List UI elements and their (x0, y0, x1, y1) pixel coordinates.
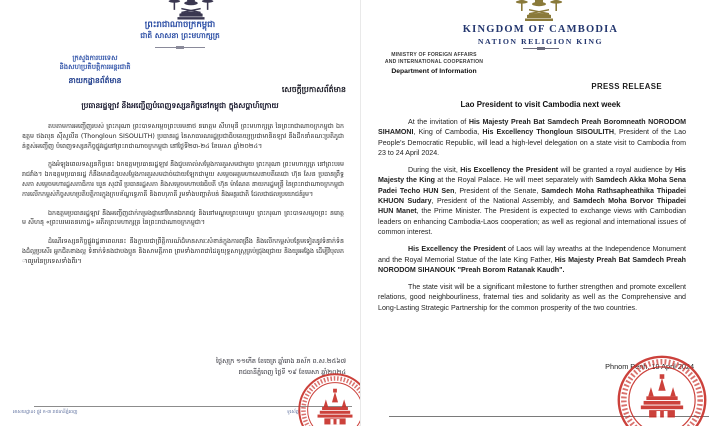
press-release-label: PRESS RELEASE (591, 82, 662, 91)
document-title-khmer: ប្រធានរដ្ឋឡាវ នឹងអញ្ជើញបំពេញទស្សនកិច្ចនៅកម្ពុជា ក្នុងសប្តាហ៍ក្រោយ (81, 101, 279, 110)
paragraph-khmer: ដំណើរទស្សនកិច្ចផ្លូវរដ្ឋនាពេលនេះ នឹងក្លាយជាព្រឹត្តិការណ៍ដ៏មានសារៈសំខាន់ក្នុងការពង្រឹង និងលើកកម្ពស់បន្ថែមទៀតនូវទំនាក់ទំនងដ៏ល្អប្រសើរ អ្នកជិតខាងល្អ ទំនាក់ទំនងជាបងប្អូន និងសាមគ្គីភាព ព្រមទាំងភាពជាដៃគូយុទ្ធសាស្ត្រគ្រប់ជ្រុងជ្រោយ និងយូរអង្វែង ដើម្បីវិបុលភាពរួមនៃប្រទេសទាំងពីរ។ (22, 238, 344, 265)
official-red-seal (616, 354, 708, 426)
gregorian-date-khmer: រាជធានីភ្នំពេញ ថ្ងៃទី ១៩ ខែមេសា ឆ្នាំ២០២៤ (238, 368, 346, 376)
paragraph-milestone: The state visit will be a significant milestone to further strengthen and promote excellent relations, good neighbourliness, fraternal ties and solidarity as well as the Comprehensive and Long-Lasting Strategic Partnership for the common prosperity of the two countries. (378, 283, 686, 312)
nation-religion-king-khmer: ជាតិ សាសនា ព្រះមហាក្សត្រ (140, 31, 220, 40)
ministry-block-khmer (28, 54, 162, 87)
press-release-label-khmer: សេចក្តីប្រកាសព័ត៌មាន (281, 85, 346, 94)
department-name-khmer: នាយកដ្ឋានព័ត៌មាន (68, 76, 122, 85)
header-divider-ornament (155, 47, 205, 50)
ministry-name-line1: MINISTRY OF FOREIGN AFFAIRS (391, 52, 477, 58)
body-text-khmer (22, 122, 344, 276)
kingdom-of-cambodia-heading: KINGDOM OF CAMBODIA (462, 24, 619, 35)
document-title: Lao President to visit Cambodia next week (460, 100, 621, 109)
footer-address-khmer: អាសយដ្ឋាន៖ ផ្លូវ ក-៣ រាជធានីភ្នំពេញ (13, 410, 78, 415)
date-place-line: Phnom Penh, 19 April 2024 (605, 362, 694, 371)
official-red-seal (297, 372, 360, 426)
kingdom-of-cambodia-khmer: ព្រះរាជាណាចក្រកម្ពុជា (144, 20, 216, 30)
nation-religion-king-heading: NATION RELIGION KING (477, 37, 604, 46)
ministry-name-khmer-line2: និងសហប្រតិបត្តិការអន្តរជាតិ (59, 63, 131, 71)
body-text-english (378, 117, 686, 320)
paragraph-invitation: At the invitation of His Majesty Preah Bat Samdech Preah Boromneath NORODOM SIHAMONI, King of Cambodia, His Excellency Thongloun SISOULITH, President of the Lao People's Democratic Republic, will lead a high-level delegation on a state visit to Cambodia from 23 to 24 April 2024. (378, 118, 686, 157)
paragraph-khmer: តបតាមការអញ្ជើញរបស់ ព្រះករុណា ព្រះបាទសម្ដេចព្រះបរមនាថ នរោត្តម សីហមុនី ព្រះមហាក្សត្រ នៃព្រះរាជាណាចក្រកម្ពុជា ឯកឧត្តម ថងលុន ស៊ីសូលីត (Thongloun SISOULITH) ប្រធានរដ្ឋ នៃសាធារណរដ្ឋប្រជាធិបតេយ្យប្រជាមានិតឡាវ នឹងដឹកនាំគណៈប្រតិភូជាន់ខ្ពស់អញ្ជើញ បំពេញទស្សនកិច្ចផ្លូវរដ្ឋនៅព្រះរាជាណាចក្រកម្ពុជា នៅថ្ងៃទី២៣-២៤ ខែមេសា ឆ្នាំ២០២៤។ (22, 123, 344, 150)
royal-arms-emblem (162, 0, 220, 22)
ministry-block-english (371, 52, 497, 75)
english-press-release-page (361, 0, 720, 426)
paragraph-visit-meetings: During the visit, His Excellency the President will be granted a royal audience by His Majesty the King at the Royal Palace. He will meet separately with Samdech Akka Moha Sena Padei Techo HUN Sen, President of the Senate, Samdech Moha Rathsapheathika Thipadei KHUON Sudary, President of the National Assembly, and Samdech Moha Borvor Thipadei HUN Manet, the Prime Minister. The President is expected to exchange views with Cambodian leaders on enhancing Cambodia-Laos cooperation; as well as regional and international issues of common interest. (378, 166, 686, 236)
paragraph-wreaths: His Excellency the President of Laos will lay wreaths at the Independence Monument and the Royal Memorial Statue of the late King Father, His Majesty Preah Bat Samdech Preah NORODOM SIHANOUK "Preah Borom Ratanak Kaudh". (378, 245, 686, 274)
footer-phone-khmer: ទូរស័ព្ទ៖ (287, 410, 301, 415)
ministry-name-line2: AND INTERNATIONAL COOPERATION (384, 59, 484, 65)
paragraph-khmer: ឯកឧត្តមប្រធានរដ្ឋឡាវ នឹងអញ្ជើញដាក់កម្រងផ្កានៅវិមានឯករាជ្យ និងនៅមណ្ឌបព្រះបរមរូប ព្រះករុណា ព្រះបាទសម្ដេចព្រះ នរោត្តម សីហនុ «ព្រះបរមរតនកោដ្ឋ» អតីតព្រះមហាក្សត្រ នៃព្រះរាជាណាចក្រកម្ពុជា។ (22, 209, 344, 227)
paragraph-khmer: ក្នុងអំឡុងពេលទស្សនកិច្ចនេះ ឯកឧត្តមប្រធានរដ្ឋឡាវ នឹងជួបគាល់សម្ដែងការគួរសមជាមួយ ព្រះករុណា ព្រះមហាក្សត្រ នៅព្រះបរមរាជវាំង។ ឯកឧត្តមប្រធានរដ្ឋ ក៏នឹងមានជំនួបសម្ដែងការគួរសមដាច់ដោយឡែកជាមួយ សម្ដេចអគ្គមហាសេនាបតីតេជោ ហ៊ុន សែន ប្រធានព្រឹទ្ធសភា សម្ដេចមហារដ្ឋសភាធិការ ឃួន សុដារី ប្រធានរដ្ឋសភា និងសម្ដេចមហាបវរធិបតី ហ៊ុន ម៉ាណែត នាយករដ្ឋមន្ត្រី នៃព្រះរាជាណាចក្រកម្ពុជា ការលើកកម្ពស់កិច្ចសហប្រតិបត្តិការក្នុងក្របខ័ណ្ឌទ្វេភាគី និងពហុភាគី រួមទាំងបញ្ហាតំបន់ និងអន្តរជាតិ ដែលជាផលប្រយោជន៍រួម។ (22, 161, 344, 198)
ministry-name-khmer-line1: ក្រសួងការបរទេស (72, 54, 118, 62)
lunar-date-khmer: ថ្ងៃសុក្រ ១១កើត ខែចេត្រ ឆ្នាំរោង ឆស័ក ព.ស.២៥៦៧ (216, 357, 346, 365)
royal-arms-emblem (509, 0, 569, 25)
header-divider-ornament (523, 48, 559, 51)
department-name: Department of Information (391, 68, 477, 75)
